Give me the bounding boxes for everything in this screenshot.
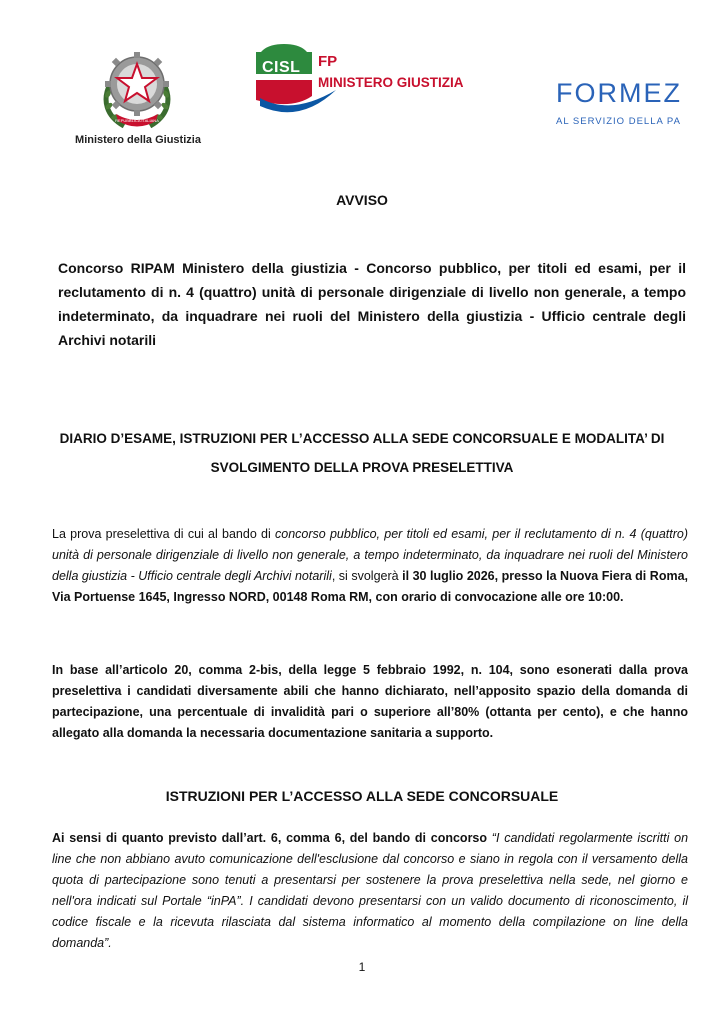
para-prova-mid: , si svolgerà bbox=[331, 569, 403, 583]
concorso-heading: Concorso RIPAM Ministero della giustizia - Concorso pubblico, per titoli ed esami, per il reclutamento di n. 4 (quattro) unità di personale dirigenziale di livello non generale, a tempo indeterminato, da inquadrare nei ruoli del Ministero della giustizia - Ufficio centrale degli Archivi notarili bbox=[58, 260, 686, 348]
emblem-ribbon-text: REPUBBLICA ITALIANA bbox=[115, 118, 159, 123]
paragraph-legge-104: In base all’articolo 20, comma 2-bis, della legge 5 febbraio 1992, n. 104, sono esonerati dalla prova preselettiva i candidati diversamente abili che hanno dichiarato, nell’apposito spazio della domanda di partecipazione, una percentuale di invalidità pari o superiore all’80% (ottanta per cento), e che hanno allegato alla domanda la necessaria documentazione sanitaria a supporto. bbox=[52, 663, 688, 740]
cisl-ministero-text: MINISTERO GIUSTIZIA bbox=[318, 75, 464, 90]
ministry-caption: Ministero della Giustizia bbox=[75, 134, 201, 146]
para-prova-bold: il 30 luglio 2026, presso la Nuova Fiera di Roma, Via Portuense 1645, Ingresso NORD, 00148 Roma RM, con orario di convocazione alle ore 10:00. bbox=[52, 569, 688, 604]
paragraph-ai-sensi bbox=[52, 828, 688, 954]
diario-heading: DIARIO D’ESAME, ISTRUZIONI PER L’ACCESSO ALLA SEDE CONCORSUALE E MODALITA’ DI SVOLGIMENTO DELLA PROVA PRESELETTIVA bbox=[59, 431, 665, 475]
italian-republic-emblem bbox=[96, 44, 178, 134]
para-sensi-italic: “I candidati regolarmente iscritti on line che non abbiano avuto comunicazione dell'esclusione dal concorso e siano in regola con il versamento della quota di partecipazione sono tenuti a presentarsi per sostenere la prova preselettiva nella sede, nel giorno e nell'ora indicati sul Portale “inPA”. I candidati devono presentarsi con un valido documento di riconoscimento, il codice fiscale e la ricevuta rilasciata dal sistema informatico al momento della compilazione on line della domanda”. bbox=[52, 831, 689, 950]
page-number: 1 bbox=[358, 960, 366, 974]
para-sensi-bold: Ai sensi di quanto previsto dall’art. 6, comma 6, del bando di concorso bbox=[52, 831, 488, 845]
cisl-logo-text: CISL bbox=[262, 59, 301, 76]
formez-logo-text: FORMEZ bbox=[556, 78, 682, 108]
cisl-fp-text: FP bbox=[318, 53, 338, 70]
avviso-title: AVVISO bbox=[336, 192, 388, 208]
istruzioni-heading: ISTRUZIONI PER L’ACCESSO ALLA SEDE CONCORSUALE bbox=[165, 788, 559, 804]
para-prova-italic: concorso pubblico, per titoli ed esami, per il reclutamento di n. 4 (quattro) unità di personale dirigenziale di livello non generale, a tempo indeterminato, da inquadrare nei ruoli del Ministero della giustizia - Ufficio centrale degli Archivi notarili bbox=[52, 527, 688, 583]
para-prova-lead: La prova preselettiva di cui al bando di bbox=[52, 527, 276, 541]
paragraph-prova-preselettiva bbox=[52, 524, 688, 608]
formez-tagline: AL SERVIZIO DELLA PA bbox=[556, 116, 681, 127]
